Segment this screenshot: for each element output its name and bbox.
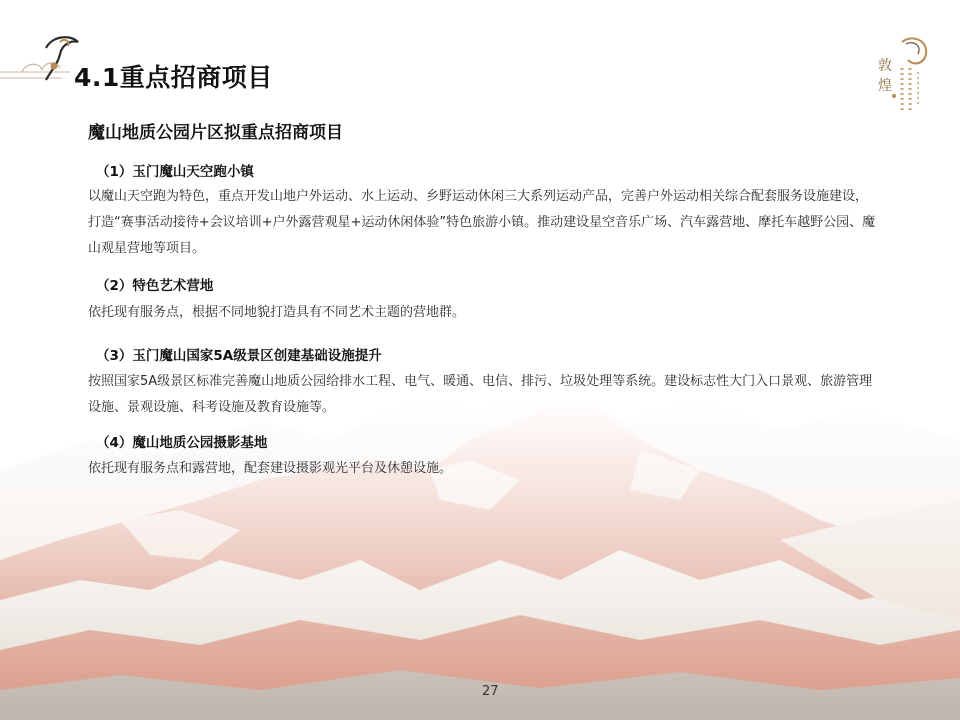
content-area (88, 118, 878, 476)
item-paragraph-3: 按照国家5A级景区标准完善魔山地质公园给排水工程、电气、暖通、电信、排污、垃圾处理等系统。建设标志性大门入口景观、旅游管理设施、景观设施、科考设施及教育设施等。 (88, 374, 873, 415)
logo-char-2: 煌 (878, 78, 892, 94)
logo-char-1: 敦 (878, 58, 892, 74)
item-paragraph-2: 依托现有服务点，根据不同地貌打造具有不同艺术主题的营地群。 (88, 305, 466, 320)
item-paragraph-4: 依托现有服务点和露营地，配套建设摄影观光平台及休憩设施。 (88, 461, 453, 476)
page-title: 4.1重点招商项目 (74, 63, 273, 92)
section-title: 魔山地质公园片区拟重点招商项目 (88, 123, 343, 143)
dunhuang-logo-icon (872, 34, 934, 120)
page-number: 27 (482, 684, 499, 699)
item-heading-3: （3）玉门魔山国家5A级景区创建基础设施提升 (96, 348, 382, 364)
item-heading-1: （1）玉门魔山天空跑小镇 (96, 164, 254, 180)
item-heading-4: （4）魔山地质公园摄影基地 (96, 435, 268, 451)
item-heading-2: （2）特色艺术营地 (96, 278, 214, 294)
item-paragraph-1: 以魔山天空跑为特色，重点开发山地户外运动、水上运动、乡野运动休闲三大系列运动产品，完善户外运动相关综合配套服务设施建设，打造“赛事活动接待+会议培训+户外露营观星+运动休闲体验”特色旅游小镇。推动建设星空音乐广场、汽车露营地、摩托车越野公园、魔山观星营地等项目。 (88, 189, 876, 256)
